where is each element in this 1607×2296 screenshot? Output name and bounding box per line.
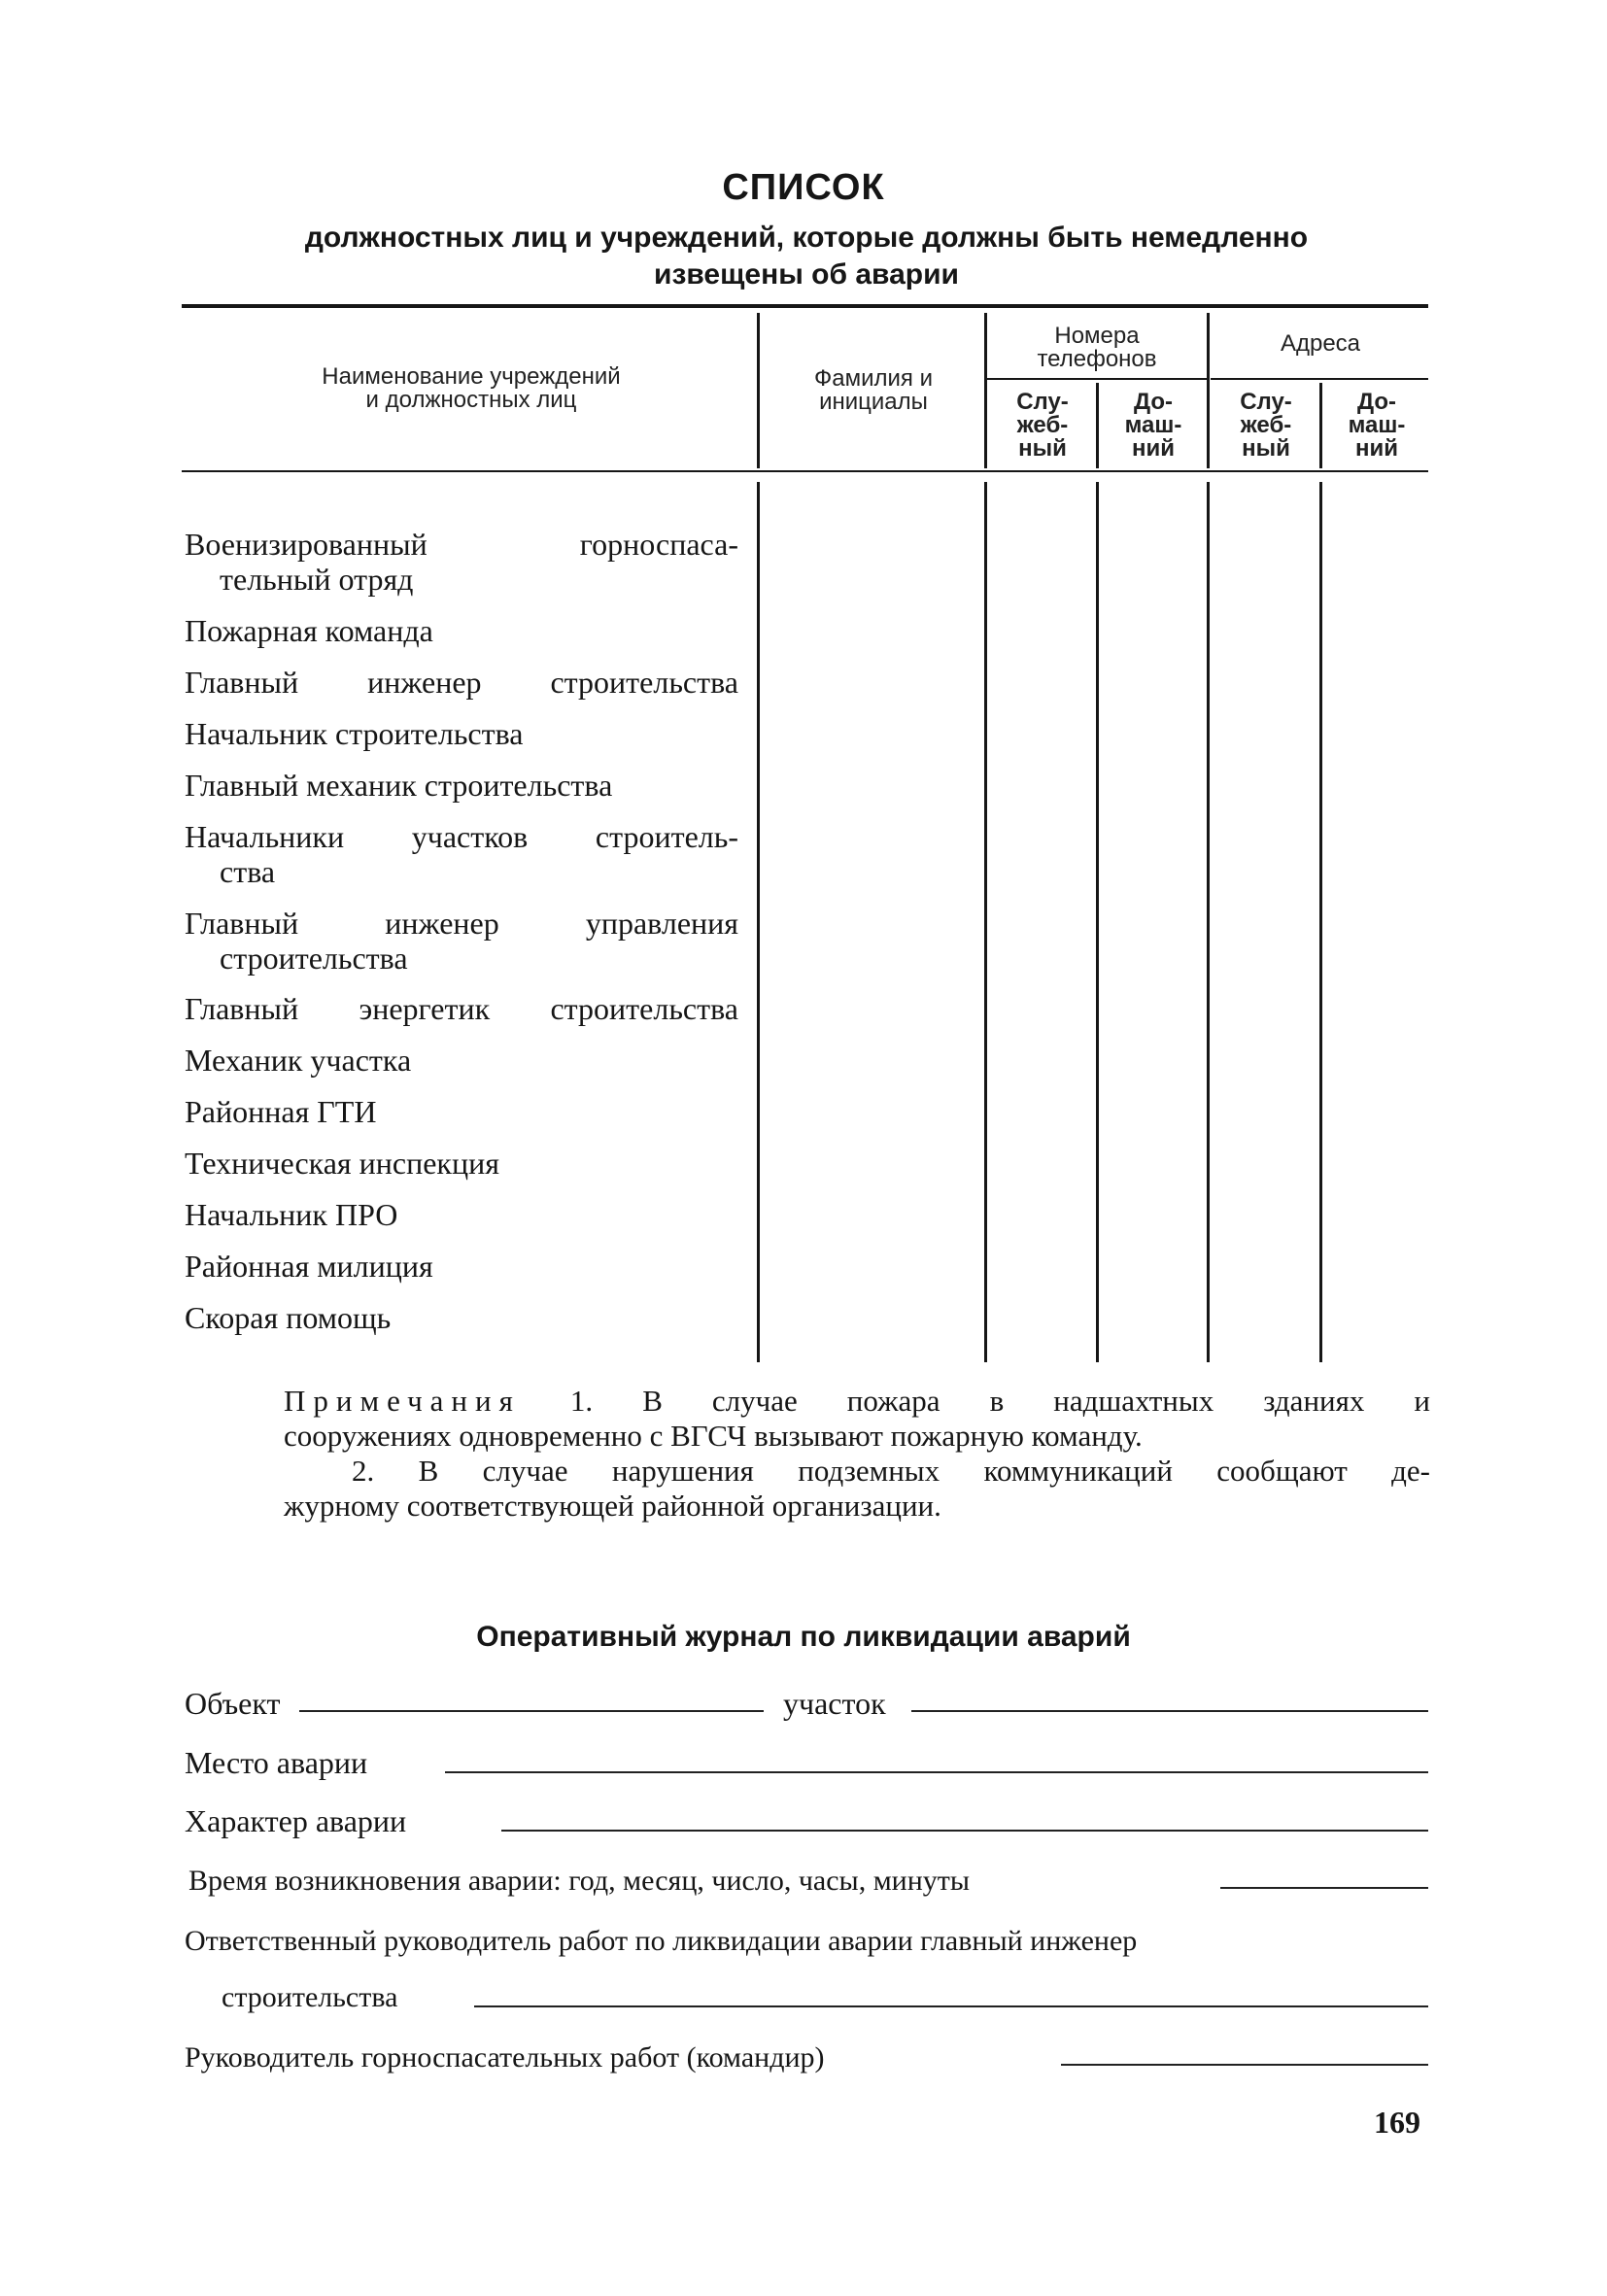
table-row: Скорая помощь <box>185 1300 392 1335</box>
table-row: Главный инженер строительства <box>185 665 738 700</box>
body-divider-2 <box>984 482 987 1362</box>
body-divider-1 <box>757 482 760 1362</box>
table-row: Техническая инспекция <box>185 1146 499 1181</box>
table-row: Районная милиция <box>185 1249 433 1284</box>
table-row: Начальник ПРО <box>185 1197 398 1232</box>
field-rescue-head-line[interactable] <box>1061 2064 1428 2066</box>
page-subtitle <box>175 220 1438 293</box>
field-rescue-head-label: Руководитель горноспасательных работ (командир) <box>185 2041 825 2073</box>
page-title: СПИСОК <box>722 167 885 208</box>
field-time-line[interactable] <box>1220 1887 1428 1889</box>
note-1-line-2: сооружениях одновременно с ВГСЧ вызывают пожарную команду. <box>284 1419 1143 1453</box>
subtitle-line-2: извещены об аварии <box>654 258 959 291</box>
table-row: Районная ГТИ <box>185 1094 377 1129</box>
table-row: Военизированный горноспаса- тельный отряд <box>185 527 738 597</box>
field-section-label: участок <box>783 1686 886 1721</box>
table-row: Начальник строительства <box>185 716 524 751</box>
col-divider-3 <box>1096 383 1099 468</box>
table-header-rule <box>182 470 1428 472</box>
note-2-line-1: 2. В случае нарушения подземных коммуникаций сообщают де- <box>352 1454 1430 1488</box>
note-2-line-2: журному соответствующей районной организации. <box>284 1489 941 1523</box>
field-responsible-label: Ответственный руководитель работ по ликвидации аварии главный инженер <box>185 1925 1138 1957</box>
note-1-line-1: 1. В случае пожара в надшахтных зданиях и <box>569 1384 1431 1418</box>
header-addr-work: Слу- жеб- ный <box>1240 389 1292 462</box>
header-phone-home: До- маш- ний <box>1124 389 1182 462</box>
col-divider-1 <box>757 313 760 468</box>
header-phones: Номера телефонов <box>1037 323 1157 372</box>
header-fio: Фамилия и инициалы <box>814 365 933 415</box>
table-row: Главный механик строительства <box>185 768 613 803</box>
field-responsible-label-cont: строительства <box>222 1981 398 2013</box>
field-responsible-line[interactable] <box>474 2005 1428 2007</box>
header-phone-work: Слу- жеб- ный <box>1016 389 1069 462</box>
field-object-label: Объект <box>185 1686 281 1721</box>
field-place-line[interactable] <box>445 1771 1428 1773</box>
field-character-label: Характер аварии <box>185 1803 407 1838</box>
col-divider-5 <box>1319 383 1322 468</box>
body-divider-3 <box>1096 482 1099 1362</box>
header-name: Наименование учреждений и должностных лиц <box>322 363 621 413</box>
table-row: Главный энергетик строительства <box>185 991 738 1026</box>
subtitle-line-1: должностных лиц и учреждений, которые должны быть немедленно <box>304 222 1309 254</box>
table-row: Начальники участков строитель- ства <box>185 819 738 889</box>
phones-sub-rule <box>987 378 1207 380</box>
addr-sub-rule <box>1211 378 1428 380</box>
table-top-rule <box>182 304 1428 308</box>
page-number: 169 <box>1374 2105 1420 2140</box>
col-divider-2 <box>984 313 987 468</box>
notes-label: Примечания <box>284 1384 521 1418</box>
field-object-line[interactable] <box>299 1710 764 1712</box>
header-addr-home: До- маш- ний <box>1348 389 1406 462</box>
field-time-label: Время возникновения аварии: год, месяц, число, часы, минуты <box>188 1865 971 1897</box>
body-divider-4 <box>1207 482 1210 1362</box>
journal-title: Оперативный журнал по ликвидации аварий <box>476 1621 1131 1653</box>
table-row: Главный инженер управления строительства <box>185 906 738 976</box>
field-section-line[interactable] <box>911 1710 1428 1712</box>
body-divider-5 <box>1319 482 1322 1362</box>
notes <box>284 1384 1430 1524</box>
field-character-line[interactable] <box>501 1830 1428 1832</box>
field-place-label: Место аварии <box>185 1745 368 1780</box>
table-row: Пожарная команда <box>185 613 433 648</box>
col-divider-4 <box>1207 313 1210 468</box>
header-addresses: Адреса <box>1280 330 1361 357</box>
table-row: Механик участка <box>185 1043 412 1078</box>
